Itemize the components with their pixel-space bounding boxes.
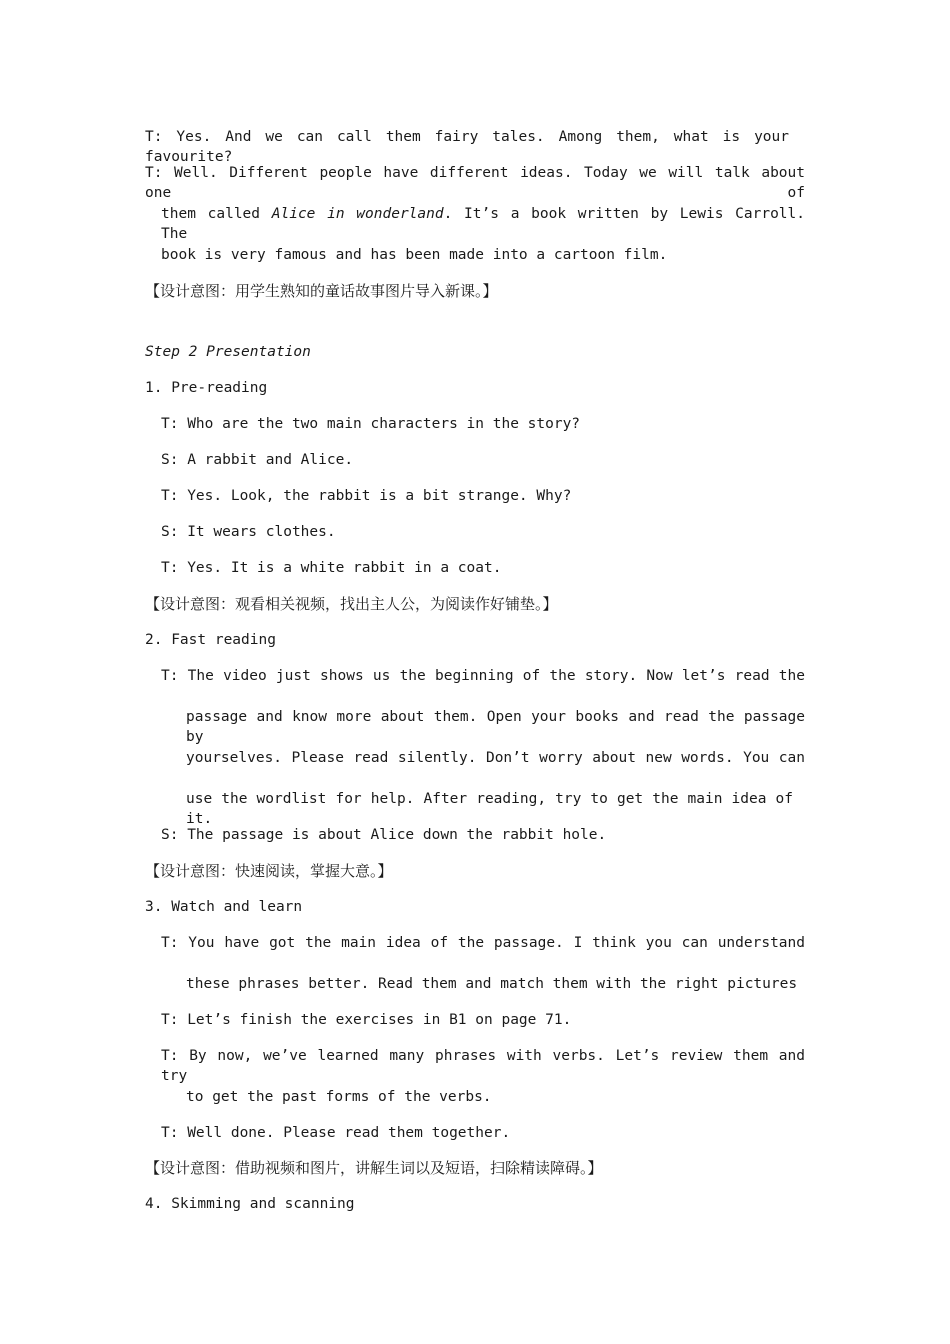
dialogue-line: S: A rabbit and Alice. [161, 452, 354, 468]
dialogue-line: use the wordlist for help. After reading, try to get the main idea of it. [186, 791, 793, 827]
dialogue-line: book is very famous and has been made into a cartoon film. [161, 247, 668, 263]
dialogue-line: T: Yes. Look, the rabbit is a bit strange. Why? [161, 488, 572, 504]
dialogue-line: passage and know more about them. Open your books and read the passage by [186, 709, 805, 745]
dialogue-line: S: It wears clothes. [161, 524, 336, 540]
dialogue-line: yourselves. Please read silently. Don’t worry about new words. You can [186, 750, 805, 766]
dialogue-line: T: Let’s finish the exercises in B1 on page 71. [161, 1012, 572, 1028]
design-intent-note: 【设计意图：借助视频和图片，讲解生词以及短语，扫除精读障碍。】 [145, 1159, 603, 1177]
dialogue-line: T: Well done. Please read them together. [161, 1125, 511, 1141]
design-intent-note: 【设计意图：用学生熟知的童话故事图片导入新课。】 [145, 282, 498, 300]
dialogue-line [161, 204, 805, 244]
dialogue-line: T: The video just shows us the beginning of the story. Now let’s read the [161, 668, 805, 684]
dialogue-line: these phrases better. Read them and match them with the right pictures [186, 976, 798, 992]
dialogue-line: T: Yes. And we can call them fairy tales. Among them, what is your favourite? [145, 129, 789, 165]
section-heading: 2. Fast reading [145, 632, 276, 648]
section-heading: 3. Watch and learn [145, 899, 303, 915]
dialogue-line: S: The passage is about Alice down the rabbit hole. [161, 827, 607, 843]
text-segment: them called [161, 206, 272, 222]
dialogue-line: T: You have got the main idea of the passage. I think you can understand [161, 935, 805, 951]
design-intent-note: 【设计意图：快速阅读，掌握大意。】 [145, 862, 393, 880]
dialogue-line: T: By now, we’ve learned many phrases with verbs. Let’s review them and try [161, 1048, 805, 1084]
dialogue-line: T: Who are the two main characters in the story? [161, 416, 581, 432]
design-intent-note: 【设计意图：观看相关视频，找出主人公，为阅读作好铺垫。】 [145, 595, 558, 613]
dialogue-line: to get the past forms of the verbs. [186, 1089, 492, 1105]
dialogue-line: T: Well. Different people have different ideas. Today we will talk about one of [145, 165, 805, 201]
book-title: Alice in wonderland [271, 206, 444, 222]
dialogue-line: T: Yes. It is a white rabbit in a coat. [161, 560, 502, 576]
section-heading: 4. Skimming and scanning [145, 1196, 355, 1212]
step-heading: Step 2 Presentation [145, 344, 311, 360]
text-segment: . It’s a book written by Lewis Carroll. The [161, 206, 805, 242]
section-heading: 1. Pre-reading [145, 380, 268, 396]
